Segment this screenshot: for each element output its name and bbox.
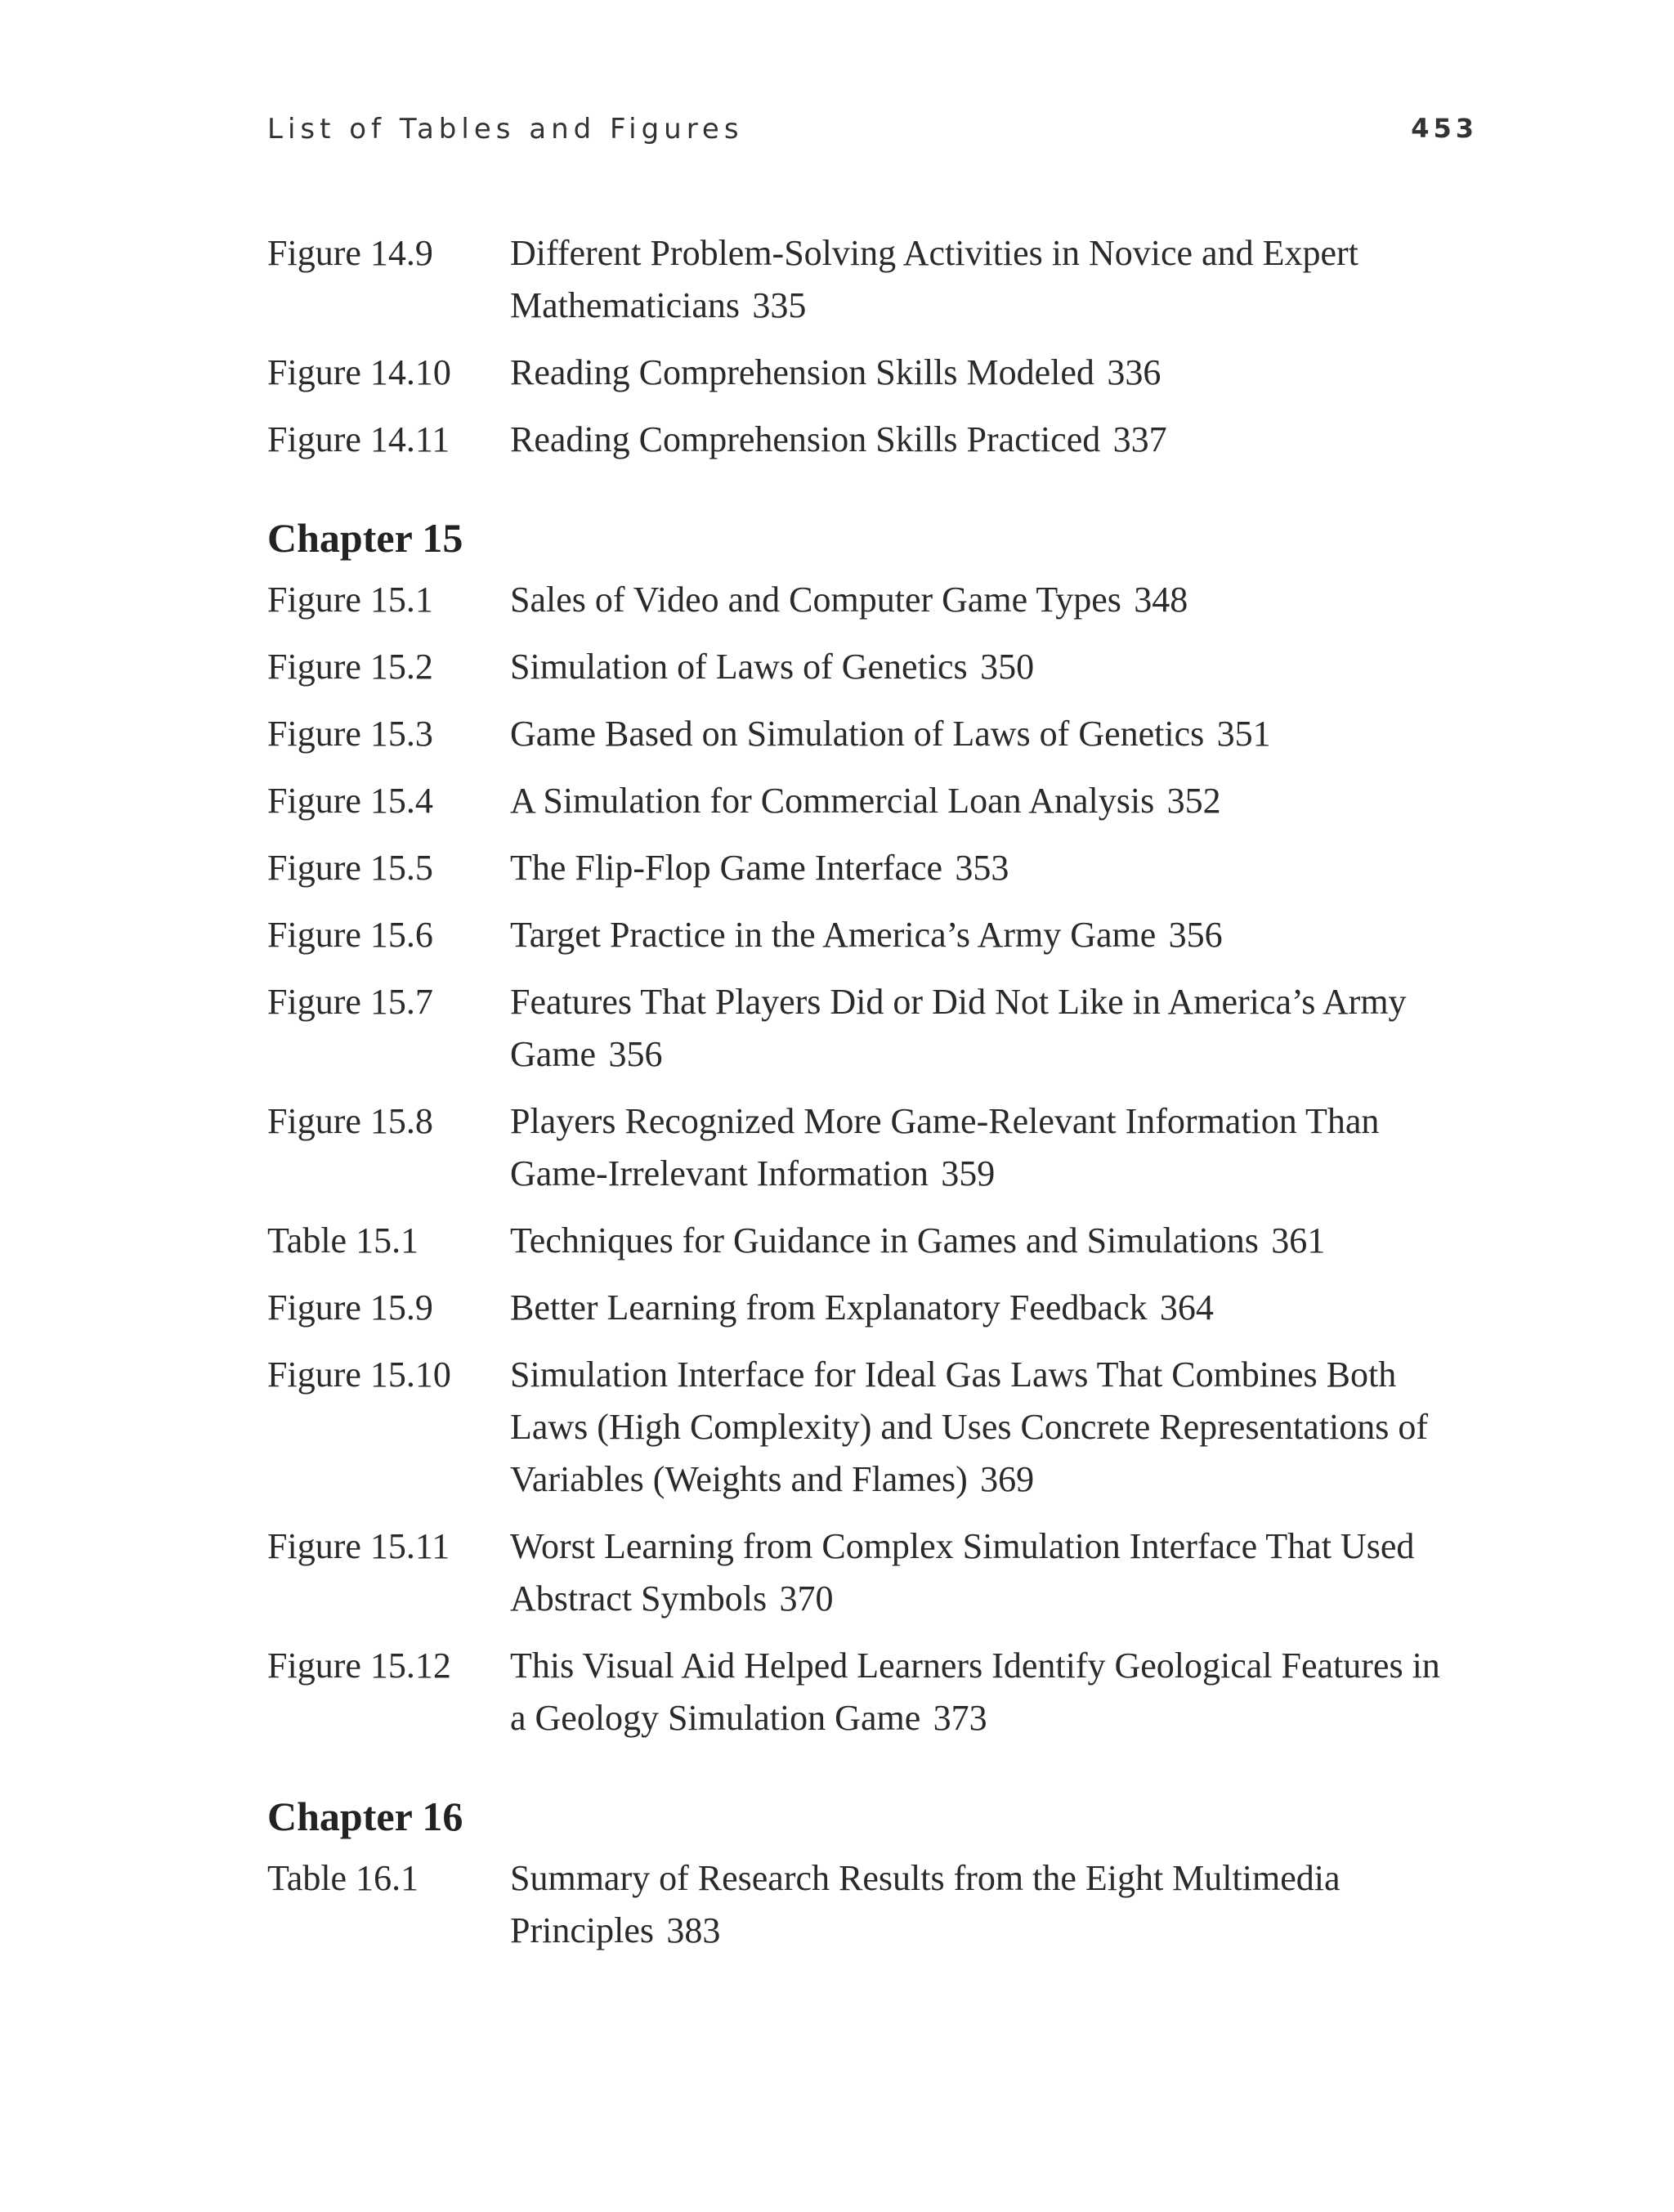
entry-label: Figure 15.10 bbox=[267, 1355, 451, 1395]
entry-text bbox=[510, 347, 1450, 399]
chapter-heading: Chapter 15 bbox=[267, 515, 463, 561]
entry-text bbox=[510, 1215, 1450, 1267]
entry-label: Figure 15.8 bbox=[267, 1101, 433, 1141]
entry-page-number: 356 bbox=[608, 1034, 663, 1074]
entry-title: Sales of Video and Computer Game Types bbox=[510, 580, 1121, 620]
entry-page-number: 337 bbox=[1112, 419, 1167, 459]
running-title: List of Tables and Figures bbox=[267, 113, 744, 146]
entry-text bbox=[510, 1852, 1450, 1957]
entry-label: Table 16.1 bbox=[267, 1858, 419, 1898]
entry-label: Figure 15.9 bbox=[267, 1287, 433, 1328]
entry-page-number: 335 bbox=[752, 285, 807, 325]
list-item bbox=[267, 227, 1493, 332]
list-item bbox=[267, 1215, 1493, 1267]
list-item bbox=[267, 775, 1493, 827]
entry-text bbox=[510, 909, 1450, 961]
entry-text bbox=[510, 574, 1450, 626]
entry-page-number: 356 bbox=[1168, 915, 1223, 955]
list-item bbox=[267, 1520, 1493, 1625]
entry-title: Summary of Research Results from the Eight Multimedia Principles bbox=[510, 1858, 1341, 1950]
list-item bbox=[267, 976, 1493, 1081]
list-item bbox=[267, 347, 1493, 399]
entry-page-number: 370 bbox=[779, 1578, 834, 1619]
entry-label: Figure 15.12 bbox=[267, 1646, 451, 1686]
entry-text bbox=[510, 976, 1450, 1081]
entry-label: Figure 14.10 bbox=[267, 352, 451, 392]
entry-label: Figure 15.1 bbox=[267, 580, 433, 620]
entry-text bbox=[510, 1640, 1450, 1744]
entry-title: Techniques for Guidance in Games and Simulations bbox=[510, 1220, 1259, 1260]
toc-section bbox=[267, 512, 1493, 1744]
entry-page-number: 351 bbox=[1216, 714, 1271, 754]
toc-section bbox=[267, 227, 1493, 466]
entry-page-number: 350 bbox=[980, 647, 1035, 687]
chapter-heading: Chapter 16 bbox=[267, 1793, 463, 1839]
entry-label: Figure 14.11 bbox=[267, 419, 450, 459]
entry-page-number: 361 bbox=[1271, 1220, 1326, 1260]
entry-title: Different Problem-Solving Activities in Novice and Expert Mathematicians bbox=[510, 233, 1358, 325]
entry-text bbox=[510, 775, 1450, 827]
entry-title: The Flip-Flop Game Interface bbox=[510, 848, 943, 888]
running-header bbox=[267, 113, 1478, 154]
entry-text bbox=[510, 1349, 1450, 1506]
entry-title: Players Recognized More Game-Relevant Information Than Game-Irrelevant Information bbox=[510, 1101, 1380, 1193]
toc-section bbox=[267, 1790, 1493, 1957]
entry-title: Worst Learning from Complex Simulation Interface That Used Abstract Symbols bbox=[510, 1526, 1415, 1619]
entry-text bbox=[510, 708, 1450, 760]
entry-page-number: 353 bbox=[955, 848, 1009, 888]
entry-page-number: 369 bbox=[980, 1459, 1035, 1499]
list-item bbox=[267, 708, 1493, 760]
entry-title: This Visual Aid Helped Learners Identify Geological Features in a Geology Simulation Game bbox=[510, 1646, 1440, 1738]
list-item bbox=[267, 1095, 1493, 1200]
entry-label: Figure 15.6 bbox=[267, 915, 433, 955]
entry-text bbox=[510, 641, 1450, 693]
entry-label: Figure 15.7 bbox=[267, 982, 433, 1022]
entry-title: Game Based on Simulation of Laws of Genetics bbox=[510, 714, 1205, 754]
list-item bbox=[267, 1282, 1493, 1334]
entry-page-number: 359 bbox=[941, 1153, 996, 1193]
entry-title: Simulation Interface for Ideal Gas Laws That Combines Both Laws (High Complexity) and Uses Concrete Representations of Variables (Weights and Flames) bbox=[510, 1355, 1428, 1499]
entry-label: Figure 15.2 bbox=[267, 647, 433, 687]
entry-title: Better Learning from Explanatory Feedback bbox=[510, 1287, 1148, 1328]
entry-label: Figure 14.9 bbox=[267, 233, 433, 273]
list-item bbox=[267, 1852, 1493, 1957]
entry-text bbox=[510, 1095, 1450, 1200]
entry-label: Table 15.1 bbox=[267, 1220, 419, 1260]
entry-title: Simulation of Laws of Genetics bbox=[510, 647, 968, 687]
list-item bbox=[267, 414, 1493, 466]
entry-page-number: 373 bbox=[933, 1698, 987, 1738]
entry-text bbox=[510, 842, 1450, 894]
entry-page-number: 383 bbox=[666, 1910, 721, 1950]
entry-page-number: 364 bbox=[1159, 1287, 1214, 1328]
entry-label: Figure 15.3 bbox=[267, 714, 433, 754]
entry-text bbox=[510, 1282, 1450, 1334]
entry-page-number: 336 bbox=[1107, 352, 1162, 392]
entry-title: Target Practice in the America’s Army Game bbox=[510, 915, 1157, 955]
list-of-tables-and-figures bbox=[267, 227, 1493, 1972]
entry-page-number: 348 bbox=[1134, 580, 1188, 620]
entry-page-number: 352 bbox=[1166, 781, 1221, 821]
list-item bbox=[267, 641, 1493, 693]
list-item bbox=[267, 1349, 1493, 1506]
entry-label: Figure 15.5 bbox=[267, 848, 433, 888]
entry-label: Figure 15.11 bbox=[267, 1526, 450, 1566]
list-item bbox=[267, 1640, 1493, 1744]
entry-title: Reading Comprehension Skills Modeled bbox=[510, 352, 1094, 392]
list-item bbox=[267, 842, 1493, 894]
list-item bbox=[267, 574, 1493, 626]
entry-text bbox=[510, 1520, 1450, 1625]
page-number: 453 bbox=[1411, 113, 1478, 144]
list-item bbox=[267, 909, 1493, 961]
entry-text bbox=[510, 227, 1450, 332]
entry-text bbox=[510, 414, 1450, 466]
entry-title: A Simulation for Commercial Loan Analysis bbox=[510, 781, 1155, 821]
entry-title: Features That Players Did or Did Not Like in America’s Army Game bbox=[510, 982, 1407, 1074]
entry-label: Figure 15.4 bbox=[267, 781, 433, 821]
entry-title: Reading Comprehension Skills Practiced bbox=[510, 419, 1101, 459]
